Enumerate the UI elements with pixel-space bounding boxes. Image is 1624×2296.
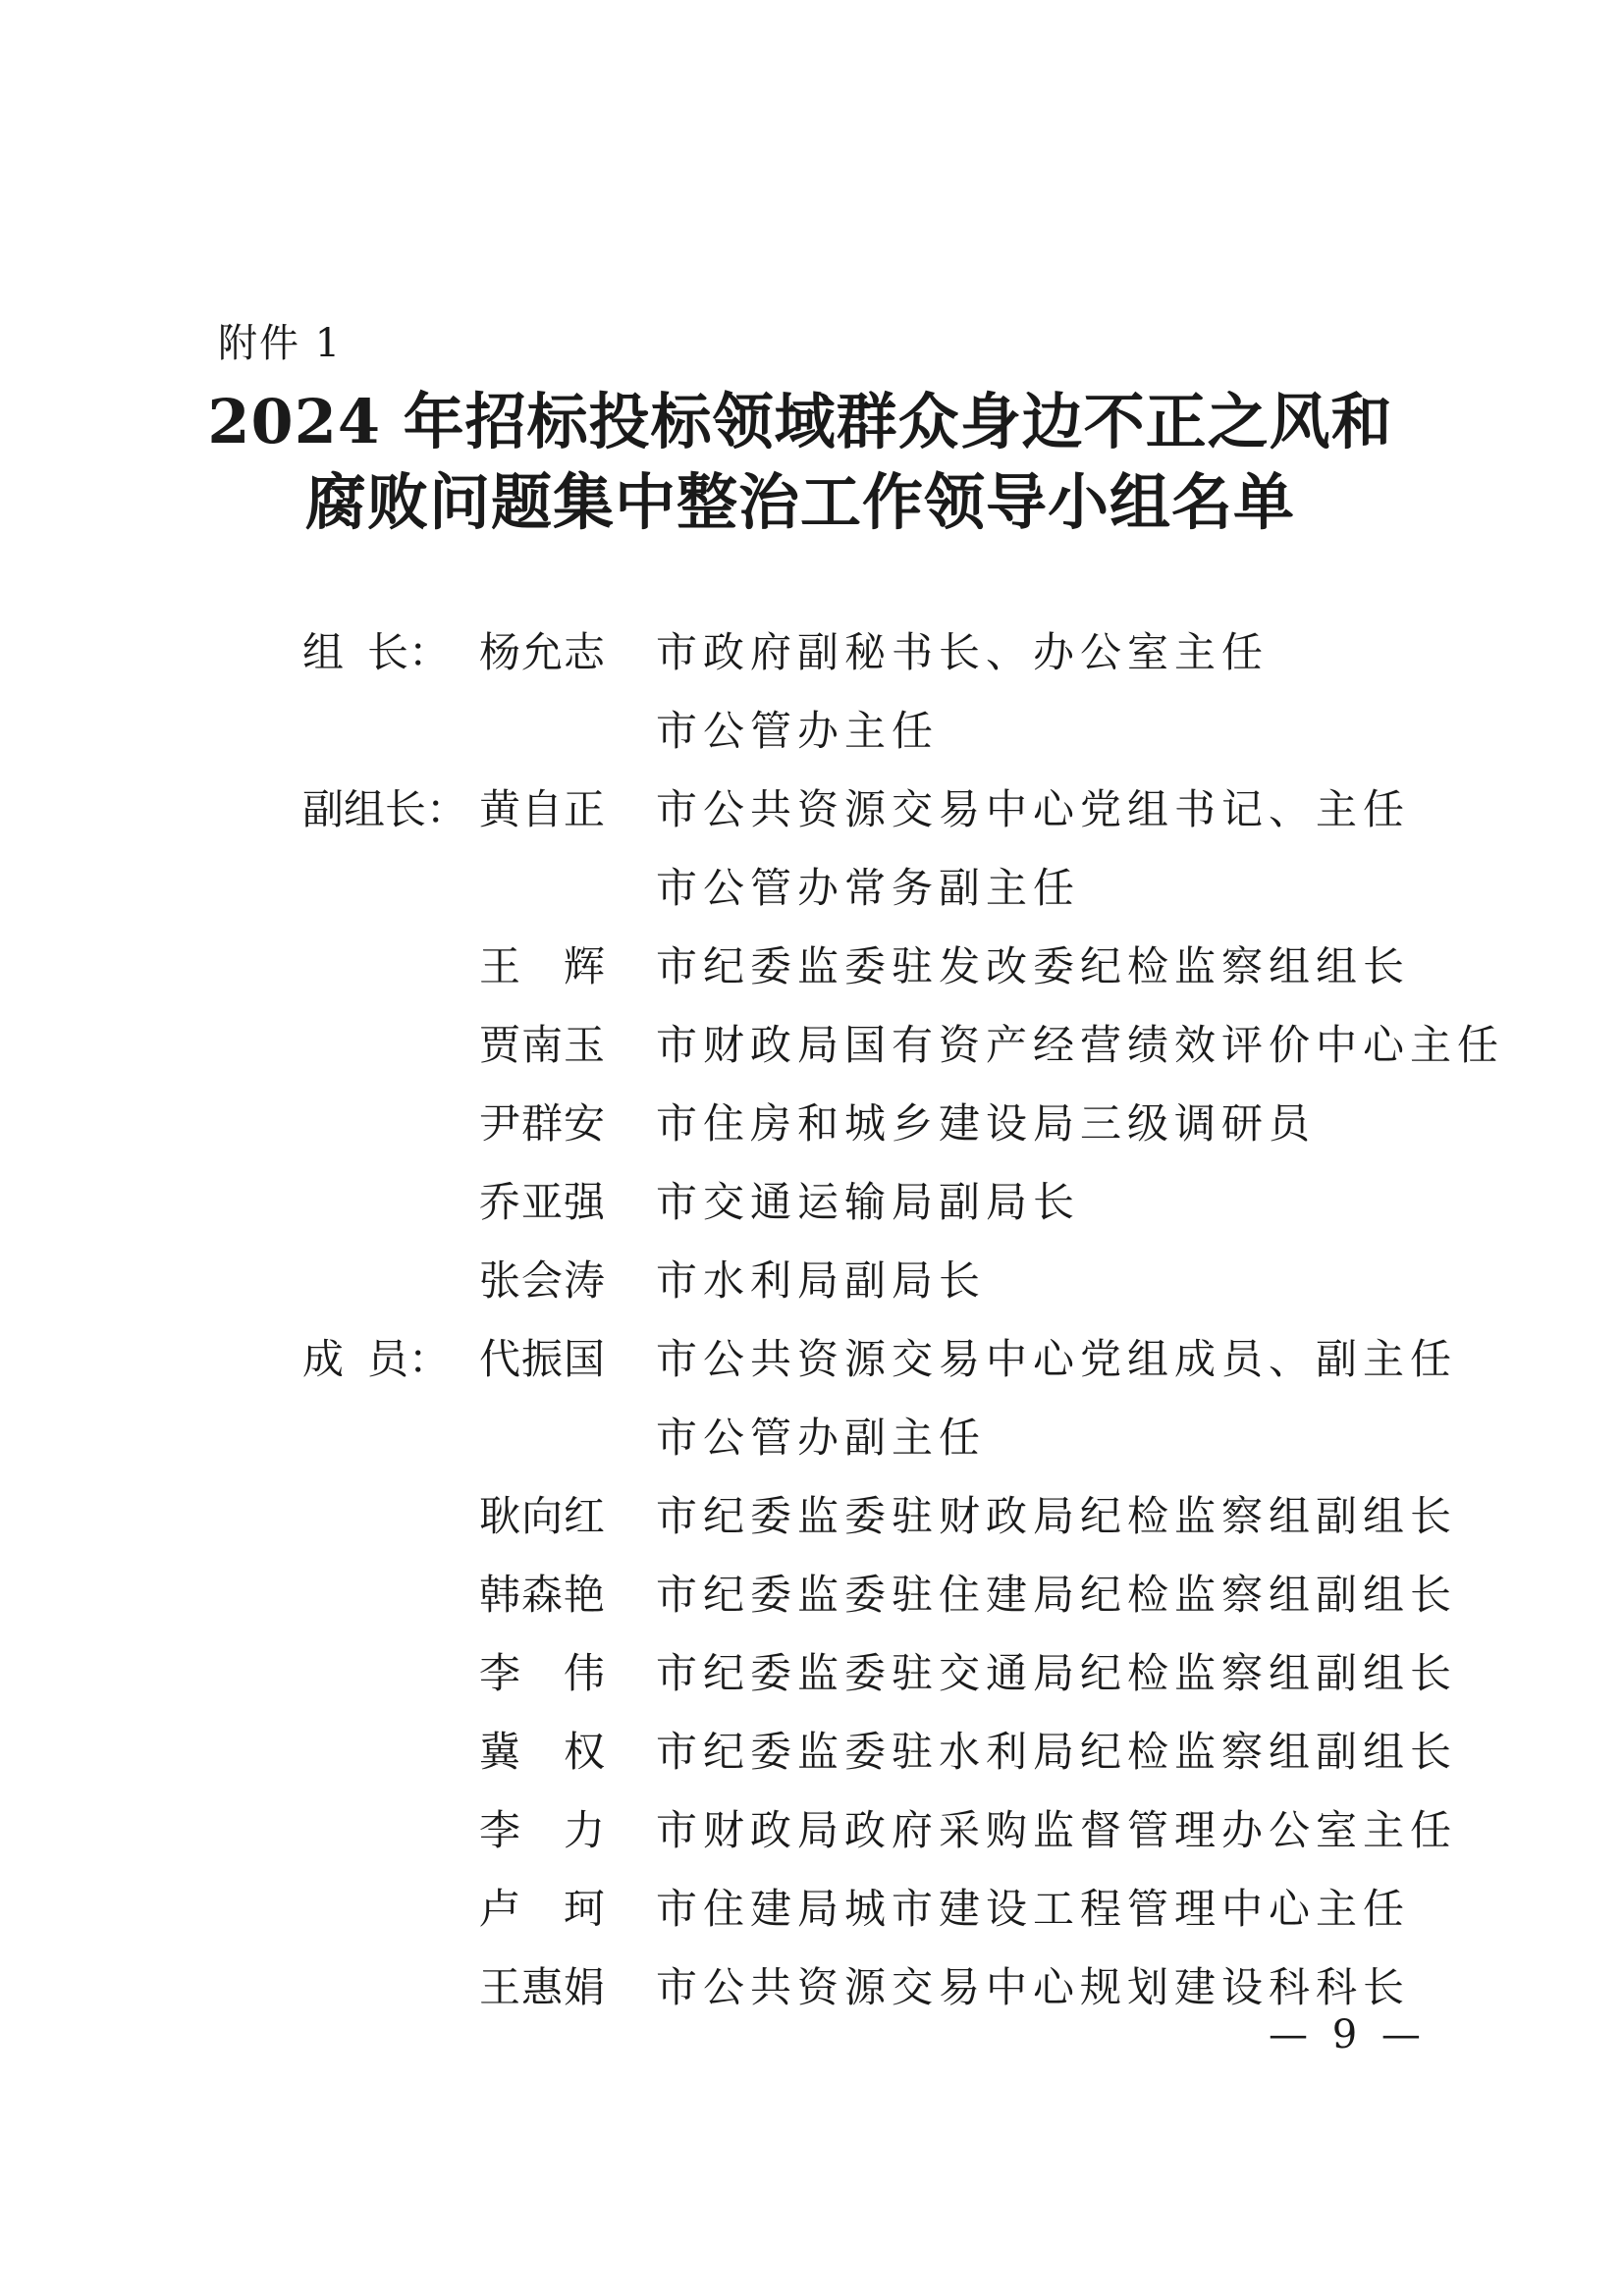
roster-name-char: 红 (563, 1492, 605, 1540)
roster-name (479, 1798, 605, 1857)
roster-position: 市财政局国有资产经营绩效评价中心主任 (656, 1021, 1505, 1069)
roster-row (0, 1563, 1624, 1641)
document-title-line-2: 腐败问题集中整治工作领导小组名单 (304, 466, 1295, 538)
roster-name (479, 1563, 605, 1622)
roster-role (302, 620, 450, 679)
roster-row (0, 1798, 1624, 1877)
roster-name (479, 1720, 605, 1779)
roster-name-char: 玉 (563, 1021, 605, 1069)
roster-name-char: 耿 (479, 1492, 521, 1540)
roster-row (0, 1406, 1624, 1484)
roster-name-char: 惠 (520, 1963, 563, 2011)
roster-row (0, 1327, 1624, 1406)
roster-name-char: 权 (563, 1728, 605, 1776)
roster-name (479, 1327, 605, 1386)
roster-name (479, 1170, 605, 1229)
document-title-line-1: 2024 年招标投标领域群众身边不正之风和 (207, 386, 1393, 457)
roster-name (479, 1249, 605, 1308)
roster-name-char: 张 (479, 1256, 521, 1305)
roster-name-char: 振 (520, 1335, 563, 1383)
roster-name-char: 正 (563, 785, 605, 833)
roster-position: 市住建局城市建设工程管理中心主任 (656, 1885, 1411, 1933)
roster-row (0, 699, 1624, 777)
roster-name-char: 群 (520, 1099, 563, 1148)
roster-position: 市纪委监委驻交通局纪检监察组副组长 (656, 1649, 1458, 1697)
roster-name-char: 韩 (479, 1571, 521, 1619)
roster-name-char: 卢 (479, 1885, 521, 1933)
roster-row (0, 856, 1624, 934)
roster-name-char: 强 (563, 1178, 605, 1226)
roster-position: 市公共资源交易中心规划建设科科长 (656, 1963, 1411, 2011)
roster-name-char: 娟 (563, 1963, 605, 2011)
roster-role-char: 长： (366, 628, 450, 676)
roster-row (0, 1013, 1624, 1092)
roster-role-char: 组 (302, 628, 345, 676)
roster-position: 市纪委监委驻水利局纪检监察组副组长 (656, 1728, 1458, 1776)
roster-position: 市公共资源交易中心党组成员、副主任 (656, 1335, 1458, 1383)
roster-position: 市公管办常务副主任 (656, 864, 1081, 912)
roster-list (0, 620, 1624, 2034)
roster-name-char: 伟 (563, 1649, 605, 1697)
roster-row (0, 1720, 1624, 1798)
roster-name-char: 辉 (563, 942, 605, 990)
roster-position: 市公共资源交易中心党组书记、主任 (656, 785, 1411, 833)
roster-row (0, 934, 1624, 1013)
roster-row (0, 777, 1624, 856)
roster-name-char: 尹 (479, 1099, 521, 1148)
roster-name-char: 代 (479, 1335, 521, 1383)
roster-row (0, 1092, 1624, 1170)
roster-name (479, 777, 605, 836)
roster-row (0, 1249, 1624, 1327)
roster-name-char: 王 (479, 1963, 521, 2011)
roster-name-char: 黄 (479, 785, 521, 833)
roster-role (302, 1327, 450, 1386)
roster-position: 市纪委监委驻住建局纪检监察组副组长 (656, 1571, 1458, 1619)
roster-position: 市交通运输局副局长 (656, 1178, 1081, 1226)
roster-position: 市纪委监委驻发改委纪检监察组组长 (656, 942, 1411, 990)
page-number: — 9 — (1269, 2012, 1427, 2057)
roster-name-char: 杨 (479, 628, 521, 676)
roster-name-char: 会 (520, 1256, 563, 1305)
roster-name (479, 1955, 605, 2014)
roster-name-char: 安 (563, 1099, 605, 1148)
roster-name-char: 志 (563, 628, 605, 676)
roster-role-char: 组 (344, 785, 386, 833)
roster-name-char: 王 (479, 942, 521, 990)
roster-name-char: 艳 (563, 1571, 605, 1619)
roster-name-char: 自 (520, 785, 563, 833)
roster-position: 市公管办主任 (656, 707, 940, 755)
roster-name-char: 亚 (520, 1178, 563, 1226)
attachment-label: 附件 1 (218, 321, 343, 366)
roster-row (0, 620, 1624, 699)
roster-name-char: 允 (520, 628, 563, 676)
roster-position: 市政府副秘书长、办公室主任 (656, 628, 1270, 676)
roster-row (0, 1641, 1624, 1720)
roster-name-char: 国 (563, 1335, 605, 1383)
roster-name-char: 贾 (479, 1021, 521, 1069)
roster-name-char: 森 (520, 1571, 563, 1619)
roster-name (479, 1092, 605, 1150)
roster-name-char: 冀 (479, 1728, 521, 1776)
roster-row (0, 1170, 1624, 1249)
roster-name-char: 李 (479, 1806, 521, 1854)
roster-name-char: 力 (563, 1806, 605, 1854)
roster-name (479, 1484, 605, 1543)
roster-name-char: 南 (520, 1021, 563, 1069)
roster-position: 市水利局副局长 (656, 1256, 987, 1305)
roster-position: 市纪委监委驻财政局纪检监察组副组长 (656, 1492, 1458, 1540)
roster-position: 市公管办副主任 (656, 1414, 987, 1462)
roster-name (479, 1641, 605, 1700)
roster-role-char: 员： (366, 1335, 450, 1383)
roster-name (479, 620, 605, 679)
roster-name-char: 涛 (563, 1256, 605, 1305)
roster-role-char: 副 (302, 785, 345, 833)
roster-name-char: 乔 (479, 1178, 521, 1226)
roster-role-char: 成 (302, 1335, 345, 1383)
roster-position: 市财政局政府采购监督管理办公室主任 (656, 1806, 1458, 1854)
roster-name (479, 1877, 605, 1936)
roster-row (0, 1877, 1624, 1955)
roster-role (302, 777, 468, 836)
roster-name-char: 向 (520, 1492, 563, 1540)
roster-name (479, 1013, 605, 1072)
roster-name-char: 珂 (563, 1885, 605, 1933)
roster-role-char: 长： (385, 785, 468, 833)
roster-name-char: 李 (479, 1649, 521, 1697)
roster-position: 市住房和城乡建设局三级调研员 (656, 1099, 1317, 1148)
roster-row (0, 1484, 1624, 1563)
roster-name (479, 934, 605, 993)
